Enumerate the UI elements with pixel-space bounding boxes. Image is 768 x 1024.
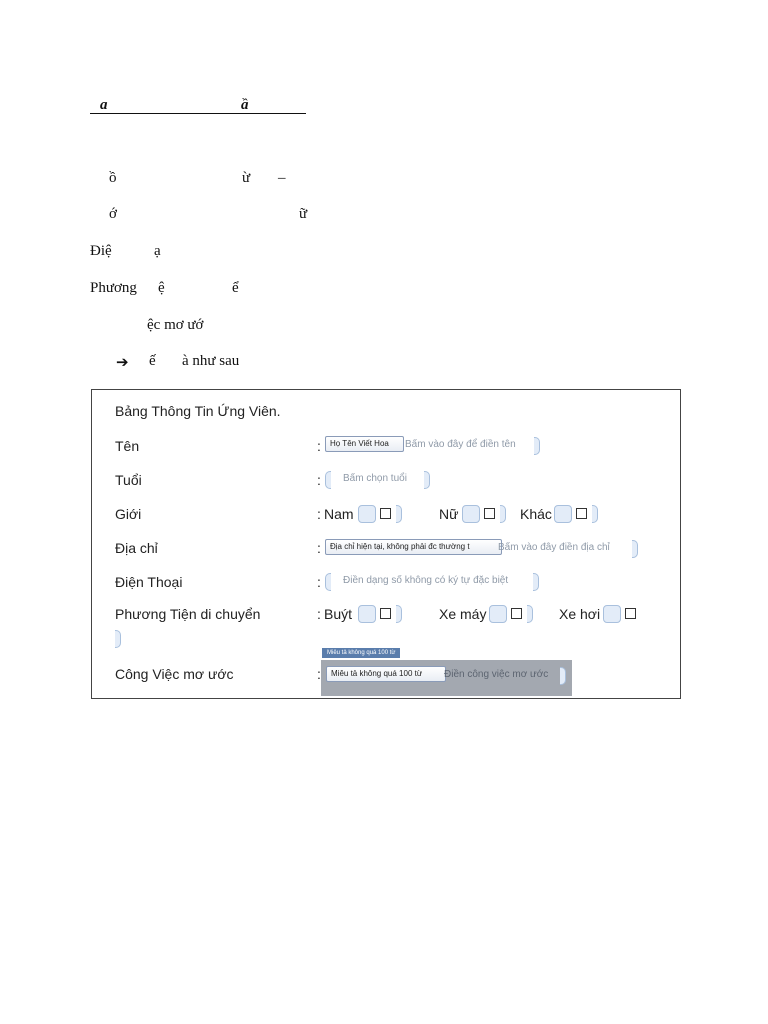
transport-bus-checkbox[interactable] bbox=[380, 608, 391, 619]
arrow-line-a: ế bbox=[149, 353, 156, 369]
label-dream-job: Công Việc mơ ước bbox=[115, 666, 234, 682]
intro-line-1-a: ồ bbox=[109, 170, 117, 186]
dream-job-field-end bbox=[560, 667, 566, 685]
section-heading bbox=[90, 97, 306, 114]
transport-motorbike-pill bbox=[489, 605, 507, 623]
gender-female-end bbox=[500, 505, 506, 523]
phone-placeholder[interactable]: Điền dạng số không có ký tự đặc biệt bbox=[343, 575, 509, 586]
heading-fragment-right: ầ bbox=[241, 97, 249, 113]
address-field-end bbox=[632, 540, 638, 558]
transport-option-car: Xe hơi bbox=[559, 606, 601, 622]
intro-line-3-a: Điệ bbox=[90, 243, 112, 259]
phone-field-end bbox=[533, 573, 539, 591]
transport-car-end bbox=[115, 630, 121, 648]
gender-option-female: Nữ bbox=[439, 506, 459, 522]
gender-option-male: Nam bbox=[324, 506, 354, 522]
label-gender: Giới bbox=[115, 506, 142, 522]
transport-option-motorbike: Xe máy bbox=[439, 606, 487, 622]
address-format-box[interactable]: Địa chỉ hiện tại, không phải đc thường t bbox=[325, 539, 502, 555]
intro-line-2-a: ớ bbox=[109, 206, 117, 222]
intro-line-2-b: ữ bbox=[299, 206, 308, 222]
intro-line-5-a: ệc mơ ướ bbox=[147, 317, 204, 333]
colon: : bbox=[317, 666, 321, 682]
transport-car-pill bbox=[603, 605, 621, 623]
intro-line-4-a: Phương bbox=[90, 280, 137, 296]
transport-motorbike-end bbox=[527, 605, 533, 623]
dream-job-format-box[interactable]: Miêu tả không quá 100 từ bbox=[326, 666, 446, 682]
colon: : bbox=[317, 574, 321, 590]
colon: : bbox=[317, 506, 321, 522]
dream-job-tooltip: Miêu tả không quá 100 từ bbox=[322, 648, 400, 658]
gender-male-checkbox[interactable] bbox=[380, 508, 391, 519]
age-placeholder[interactable]: Bấm chọn tuổi bbox=[343, 473, 407, 484]
phone-field-start bbox=[325, 573, 331, 591]
form-title: Bảng Thông Tin Ứng Viên. bbox=[115, 403, 281, 419]
label-transport: Phương Tiện di chuyển bbox=[115, 606, 261, 622]
label-age: Tuổi bbox=[115, 472, 142, 488]
intro-line-3-b: ạ bbox=[154, 243, 161, 259]
gender-other-end bbox=[592, 505, 598, 523]
gender-female-checkbox[interactable] bbox=[484, 508, 495, 519]
gender-option-other: Khác bbox=[520, 506, 552, 522]
colon: : bbox=[317, 606, 321, 622]
address-placeholder[interactable]: Bấm vào đây điền địa chỉ bbox=[498, 542, 610, 553]
gender-other-checkbox[interactable] bbox=[576, 508, 587, 519]
gender-female-pill bbox=[462, 505, 480, 523]
intro-line-1-b: ừ bbox=[242, 170, 251, 186]
age-field-start bbox=[325, 471, 331, 489]
label-name: Tên bbox=[115, 438, 140, 454]
transport-bus-pill bbox=[358, 605, 376, 623]
name-placeholder[interactable]: Bấm vào đây để điền tên bbox=[405, 439, 516, 450]
label-address: Địa chỉ bbox=[115, 540, 158, 556]
transport-motorbike-checkbox[interactable] bbox=[511, 608, 522, 619]
name-field-end bbox=[534, 437, 540, 455]
intro-line-4-c: ể bbox=[232, 280, 239, 296]
colon: : bbox=[317, 438, 321, 454]
name-format-box[interactable]: Họ Tên Viết Hoa bbox=[325, 436, 404, 452]
intro-line-4-b: ệ bbox=[158, 280, 165, 296]
dream-job-placeholder[interactable]: Điền công việc mơ ước bbox=[444, 669, 549, 680]
arrow-line-b: à như sau bbox=[182, 353, 240, 369]
transport-bus-end bbox=[396, 605, 402, 623]
label-phone: Điện Thoại bbox=[115, 574, 183, 590]
gender-other-pill bbox=[554, 505, 572, 523]
gender-male-end bbox=[396, 505, 402, 523]
intro-line-1-c: – bbox=[278, 170, 286, 186]
colon: : bbox=[317, 472, 321, 488]
transport-car-checkbox[interactable] bbox=[625, 608, 636, 619]
heading-fragment-left: a bbox=[100, 97, 108, 113]
colon: : bbox=[317, 540, 321, 556]
transport-option-bus: Buýt bbox=[324, 606, 353, 622]
arrow-icon: ➔ bbox=[116, 355, 129, 371]
age-field-end bbox=[424, 471, 430, 489]
candidate-form bbox=[91, 389, 681, 699]
gender-male-pill bbox=[358, 505, 376, 523]
